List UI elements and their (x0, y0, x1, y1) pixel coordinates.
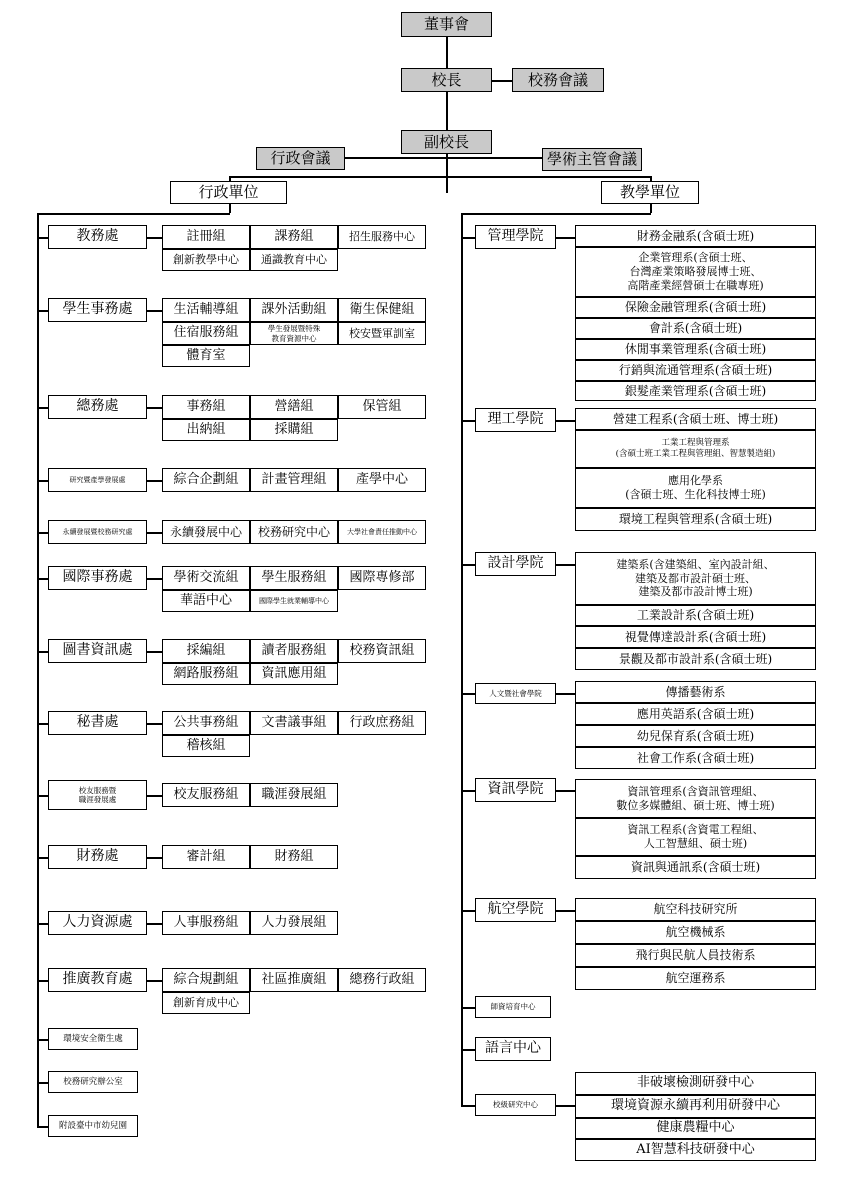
dept-box: 航空運務系 (575, 967, 816, 990)
admin-unit-box: 秘書處 (48, 711, 147, 735)
connector-president-council (492, 80, 512, 82)
college-connector (461, 1049, 475, 1051)
dept-box: 資訊與通訊系(含碩士班) (575, 856, 816, 879)
admin-sub-box: 採購組 (250, 419, 338, 441)
college-box: 師資培育中心 (475, 996, 551, 1018)
admin-sub-box: 學生服務組 (250, 566, 338, 590)
unit-connector (37, 237, 48, 239)
dept-box: 應用英語系(含碩士班) (575, 703, 816, 725)
admin-sub-box: 產學中心 (338, 468, 426, 492)
admin-sub-box: 採編組 (162, 639, 250, 663)
dept-box: 財務金融系(含碩士班) (575, 225, 816, 247)
admin-sub-box: 讀者服務組 (250, 639, 338, 663)
dept-box: 環境資源永續再利用研發中心 (575, 1095, 816, 1118)
admin-unit-box: 國際事務處 (48, 566, 147, 590)
sub-connector (147, 407, 162, 409)
unit-connector (37, 407, 48, 409)
dept-box: 工業工程與管理系 (含碩士班工業工程與管理組、智慧製造組) (575, 430, 816, 468)
dept-connector (556, 237, 575, 239)
college-connector (461, 1105, 475, 1107)
dept-connector (556, 1105, 575, 1107)
admin-sub-box: 資訊應用組 (250, 663, 338, 685)
college-box: 理工學院 (475, 408, 556, 432)
admin-sub-box: 校務資訊組 (338, 639, 426, 663)
admin-unit-box: 學生事務處 (48, 298, 147, 322)
dept-box: 會計系(含碩士班) (575, 318, 816, 339)
admin-sub-box: 財務組 (250, 845, 338, 869)
admin-unit-box: 總務處 (48, 395, 147, 419)
sub-connector (147, 480, 162, 482)
admin-unit-box: 永續發展暨校務研究處 (48, 520, 147, 544)
admin-unit-box: 環境安全衛生處 (48, 1028, 138, 1050)
unit-connector (37, 795, 48, 797)
college-box: 航空學院 (475, 898, 556, 922)
admin-sub-box: 計畫管理組 (250, 468, 338, 492)
dept-box: 景觀及都市設計系(含碩士班) (575, 648, 816, 670)
admin-sub-box: 課務組 (250, 225, 338, 249)
college-box: 校級研究中心 (475, 1094, 556, 1116)
unit-connector (37, 651, 48, 653)
dept-box: 保險金融管理系(含碩士班) (575, 297, 816, 318)
academic-units-box: 教學單位 (601, 181, 699, 204)
sub-connector (147, 532, 162, 534)
admin-sub-box: 體育室 (162, 345, 250, 367)
admin-sub-box: 人力發展組 (250, 911, 338, 935)
sub-connector (147, 923, 162, 925)
dept-box: 航空機械系 (575, 921, 816, 944)
admin-sub-box: 生活輔導組 (162, 298, 250, 322)
sub-connector (147, 578, 162, 580)
admin-sub-box: 行政庶務組 (338, 711, 426, 735)
admin-sub-box: 事務組 (162, 395, 250, 419)
dept-box: 資訊管理系(含資訊管理組、 數位多媒體組、碩士班、博士班) (575, 779, 816, 818)
admin-unit-box: 推廣教育處 (48, 968, 147, 992)
admin-sub-box: 衛生保健組 (338, 298, 426, 322)
admin-sub-box: 職涯發展組 (250, 783, 338, 807)
admin-sub-box: 出納組 (162, 419, 250, 441)
college-box: 資訊學院 (475, 778, 556, 802)
admin-sub-box: 公共事務組 (162, 711, 250, 735)
admin-sub-box: 華語中心 (162, 590, 250, 612)
admin-unit-box: 財務處 (48, 845, 147, 869)
sub-connector (147, 723, 162, 725)
admin-sub-box: 大學社會責任推動中心 (338, 520, 426, 544)
college-box: 設計學院 (475, 552, 556, 576)
admin-sub-box: 社區推廣組 (250, 968, 338, 992)
admin-unit-box: 校務研究辦公室 (48, 1071, 138, 1093)
dept-connector (556, 564, 575, 566)
college-connector (461, 790, 475, 792)
admin-trunk-connector (37, 213, 39, 1127)
dept-box: 營建工程系(含碩士班、博士班) (575, 408, 816, 430)
admin-sub-box: 總務行政組 (338, 968, 426, 992)
academic-trunk-connector (461, 213, 463, 1106)
admin-sub-box: 課外活動組 (250, 298, 338, 322)
admin-unit-box: 圖書資訊處 (48, 639, 147, 663)
admin-unit-box: 校友服務暨 職涯發展處 (48, 780, 147, 810)
unit-connector (37, 578, 48, 580)
dept-box: 行銷與流通管理系(含碩士班) (575, 360, 816, 381)
dept-box: 飛行與民航人員技術系 (575, 944, 816, 967)
college-connector (461, 910, 475, 912)
admin-sub-box: 綜合企劃組 (162, 468, 250, 492)
connector-branches (229, 176, 650, 178)
college-box: 語言中心 (475, 1037, 551, 1061)
college-box: 人文暨社會學院 (475, 683, 556, 704)
admin-sub-box: 國際專修部 (338, 566, 426, 590)
dept-box: 社會工作系(含碩士班) (575, 747, 816, 769)
admin-unit-box: 研究暨產學發展處 (48, 468, 147, 492)
unit-connector (37, 310, 48, 312)
unit-connector (37, 1126, 48, 1128)
admin-unit-box: 教務處 (48, 225, 147, 249)
admin-units-box: 行政單位 (170, 181, 287, 204)
admin-sub-box: 校友服務組 (162, 783, 250, 807)
unit-connector (37, 1082, 48, 1084)
admin-sub-box: 審計組 (162, 845, 250, 869)
dept-connector (556, 790, 575, 792)
unit-connector (37, 1039, 48, 1041)
unit-connector (37, 532, 48, 534)
admin-sub-box: 保管組 (338, 395, 426, 419)
connector-councils (345, 157, 542, 159)
admin-sub-box: 國際學生就業輔導中心 (250, 590, 338, 612)
sub-connector (147, 237, 162, 239)
admin-sub-box: 人事服務組 (162, 911, 250, 935)
dept-box: 健康農糧中心 (575, 1118, 816, 1139)
dept-box: 建築系(含建築組、室內設計組、 建築及都市設計碩士班、 建築及都市設計博士班) (575, 552, 816, 605)
admin-trunk-connector (37, 213, 230, 215)
admin-sub-box: 註冊組 (162, 225, 250, 249)
unit-connector (37, 857, 48, 859)
sub-connector (147, 795, 162, 797)
unit-connector (37, 723, 48, 725)
admin-sub-box: 稽核組 (162, 735, 250, 757)
dept-box: 企業管理系(含碩士班、 台灣產業策略發展博士班、 高階產業經營碩士在職專班) (575, 247, 816, 297)
admin-sub-box: 校務研究中心 (250, 520, 338, 544)
academic-trunk-connector (650, 203, 652, 213)
dept-box: 休閒事業管理系(含碩士班) (575, 339, 816, 360)
admin-unit-box: 人力資源處 (48, 911, 147, 935)
dept-box: 工業設計系(含碩士班) (575, 605, 816, 626)
admin-sub-box: 創新育成中心 (162, 992, 250, 1014)
college-connector (461, 420, 475, 422)
board-box: 董事會 (401, 12, 492, 37)
admin-sub-box: 招生服務中心 (338, 225, 426, 249)
admin-sub-box: 創新教學中心 (162, 249, 250, 271)
unit-connector (37, 980, 48, 982)
college-connector (461, 1007, 475, 1009)
admin-council-box: 行政會議 (256, 147, 345, 170)
academic-trunk-connector (461, 213, 651, 215)
dept-box: 非破壞檢測研發中心 (575, 1072, 816, 1095)
dept-connector (556, 910, 575, 912)
dept-connector (556, 420, 575, 422)
college-connector (461, 693, 475, 695)
dept-box: 傳播藝術系 (575, 681, 816, 703)
admin-sub-box: 學生發展暨特殊 教育資源中心 (250, 322, 338, 345)
sub-connector (147, 651, 162, 653)
admin-trunk-connector (229, 203, 231, 213)
sub-connector (147, 857, 162, 859)
school-council-box: 校務會議 (512, 68, 604, 92)
vice-president-box: 副校長 (401, 130, 492, 154)
admin-sub-box: 永續發展中心 (162, 520, 250, 544)
dept-box: AI智慧科技研發中心 (575, 1139, 816, 1161)
dept-box: 資訊工程系(含資電工程組、 人工智慧組、碩士班) (575, 818, 816, 856)
dept-box: 環境工程與管理系(含碩士班) (575, 508, 816, 531)
president-box: 校長 (401, 68, 492, 92)
admin-sub-box: 營繕組 (250, 395, 338, 419)
dept-box: 視覺傳達設計系(含碩士班) (575, 626, 816, 648)
college-box: 管理學院 (475, 225, 556, 249)
admin-sub-box: 文書議事組 (250, 711, 338, 735)
connector-spine (446, 36, 448, 193)
dept-box: 銀髮產業管理系(含碩士班) (575, 381, 816, 401)
admin-unit-box: 附設臺中市幼兒園 (48, 1115, 138, 1137)
college-connector (461, 564, 475, 566)
sub-connector (147, 310, 162, 312)
dept-box: 幼兒保育系(含碩士班) (575, 725, 816, 747)
dept-box: 航空科技研究所 (575, 898, 816, 921)
sub-connector (147, 980, 162, 982)
college-connector (461, 237, 475, 239)
admin-sub-box: 學術交流組 (162, 566, 250, 590)
unit-connector (37, 480, 48, 482)
admin-sub-box: 校安暨軍訓室 (338, 322, 426, 345)
admin-sub-box: 綜合規劃組 (162, 968, 250, 992)
unit-connector (37, 923, 48, 925)
dept-connector (556, 693, 575, 695)
dept-box: 應用化學系 (含碩士班、生化科技博士班) (575, 468, 816, 508)
academic-council-box: 學術主管會議 (542, 148, 642, 171)
admin-sub-box: 住宿服務組 (162, 322, 250, 345)
admin-sub-box: 通識教育中心 (250, 249, 338, 271)
admin-sub-box: 網路服務組 (162, 663, 250, 685)
